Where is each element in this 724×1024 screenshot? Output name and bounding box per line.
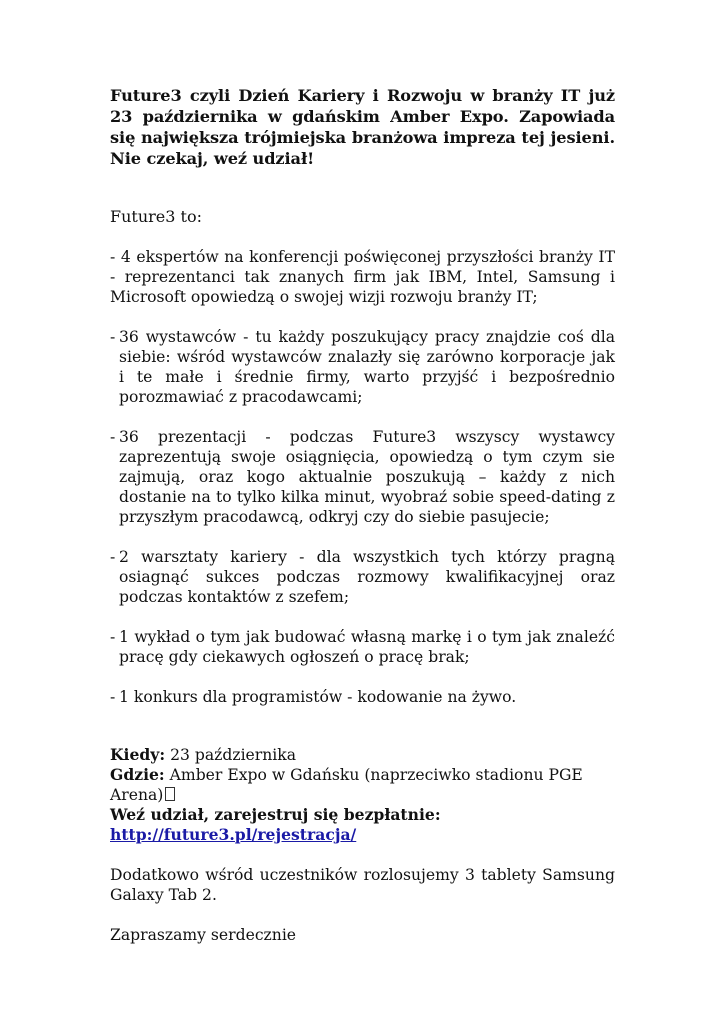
list-item-text: 1 konkurs dla programistów - kodowanie na żywo. bbox=[119, 688, 517, 706]
list-item-text: 36 prezentacji - podczas Future3 wszyscy wystawcy zaprezentują swoje osiągnięcia, opowiedzą o tym czym sie zajmują, oraz kogo aktualnie poszukują – każdy z nich dostanie na to tylko kilka minut, wyobraź sobie speed-dating z przyszłym pracodawcą, odkryj czy do siebie pasujecie; bbox=[119, 428, 615, 526]
dash-marker: - bbox=[110, 428, 116, 446]
list-item-text: 4 ekspertów na konferencji poświęconej przyszłości branży IT - reprezentanci tak znanych firm jak IBM, Intel, Samsung i Microsoft opowiedzą o swojej wizji rozwoju branży IT; bbox=[110, 248, 615, 306]
dash-marker: - bbox=[110, 328, 116, 346]
feature-list bbox=[110, 247, 615, 707]
closing-line: Zapraszamy serdecznie bbox=[110, 926, 297, 944]
document-page bbox=[110, 85, 615, 945]
event-details bbox=[110, 745, 615, 845]
lead-line: Future3 to: bbox=[110, 207, 202, 226]
prize-paragraph: Dodatkowo wśród uczestników rozlosujemy 3 tablety Samsung Galaxy Tab 2. bbox=[110, 866, 615, 904]
when-label: Kiedy: bbox=[110, 745, 166, 764]
missing-glyph-icon bbox=[165, 787, 175, 801]
list-item bbox=[110, 427, 615, 527]
list-item bbox=[110, 627, 615, 667]
dash-marker: - bbox=[110, 548, 116, 566]
dash-marker: - bbox=[110, 688, 116, 706]
registration-link[interactable]: http://future3.pl/rejestracja/ bbox=[110, 825, 357, 844]
where-value: Amber Expo w Gdańsku (naprzeciwko stadionu PGE Arena) bbox=[110, 766, 583, 804]
list-item bbox=[110, 547, 615, 607]
register-line bbox=[110, 805, 615, 825]
list-item-text: 2 warsztaty kariery - dla wszystkich tych którzy pragną osiagnąć sukces podczas rozmowy kwalifikacyjnej oraz podczas kontaktów z szefem; bbox=[119, 548, 615, 606]
list-item-text: 36 wystawców - tu każdy poszukujący pracy znajdzie coś dla siebie: wśród wystawców znalazły się zarówno korporacje jak i te małe i średnie firmy, warto przyjść i bezpośrednio porozmawiać z pracodawcami; bbox=[119, 328, 615, 406]
list-item bbox=[110, 327, 615, 407]
when-line bbox=[110, 745, 615, 765]
where-label: Gdzie: bbox=[110, 765, 165, 784]
when-value: 23 października bbox=[165, 746, 297, 764]
dash-marker: - bbox=[110, 248, 121, 266]
where-line bbox=[110, 765, 615, 805]
list-item bbox=[110, 687, 615, 707]
intro-paragraph: Future3 czyli Dzień Kariery i Rozwoju w branży IT już 23 października w gdańskim Amber Expo. Zapowiada się największa trójmiejska branżowa impreza tej jesieni. Nie czekaj, weź udział! bbox=[110, 86, 615, 168]
list-item bbox=[110, 247, 615, 307]
link-line bbox=[110, 825, 615, 845]
dash-marker: - bbox=[110, 628, 116, 646]
list-item-text: 1 wykład o tym jak budować własną markę i o tym jak znaleźć pracę gdy ciekawych ogłoszeń o pracę brak; bbox=[119, 628, 615, 666]
register-text: Weź udział, zarejestruj się bezpłatnie: bbox=[110, 805, 441, 824]
